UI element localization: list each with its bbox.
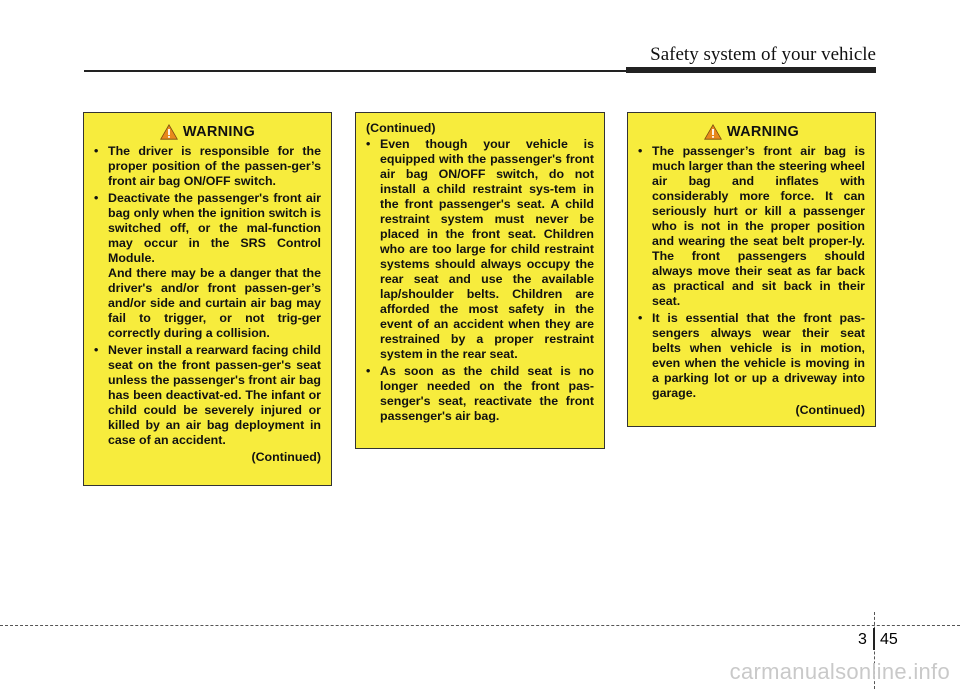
warning-heading: [638, 124, 865, 140]
continued-box-middle: [355, 112, 605, 449]
warning-triangle-icon: [160, 124, 178, 140]
continued-label: (Continued): [251, 450, 321, 464]
warning-box-left: [83, 112, 332, 486]
warning-heading-text: WARNING: [726, 123, 800, 140]
warning-list: [94, 144, 321, 448]
warning-list: [638, 144, 865, 401]
warning-box-right: [627, 112, 876, 427]
watermark[interactable]: carmanualsonline.info: [729, 659, 950, 684]
section-title: Safety system of your vehicle: [650, 44, 876, 65]
footer-rule: [0, 625, 960, 626]
list-item: • Even though your vehicle is equipped with the passenger's front air bag ON/OFF switch, do not install a child restraint sys-tem in the front passenger's seat. A child restraint system must never be placed in the front seat. Children who are too large for child restraint systems should always occupy the rear seat and use the available lap/shoulder belts. Children are afforded the most safety in the event of an accident when they are restrained by a proper restraint system in the rear seat.: [366, 137, 594, 362]
page-number-divider: [873, 628, 875, 650]
list-item: • Never install a rearward facing child seat on the front passen-ger's seat unless the passenger's front air bag has been deactivat-ed. The infant or child could be severely injured or killed by an air bag deployment in case of an accident.: [94, 343, 321, 448]
warning-heading-text: WARNING: [182, 123, 256, 140]
warning-list: [366, 137, 594, 424]
continued-label: (Continued): [795, 403, 865, 417]
chapter-number: 3: [858, 631, 867, 648]
warning-heading: [94, 124, 321, 140]
list-item: • Deactivate the passenger's front air bag only when the ignition switch is switched off, or the mal-function may occur in the SRS Control Module. And there may be a danger that the driver's and/or front passen-ger’s and/or side and curtain air bag may fail to trigger, or not trig-ger correctly during a collision.: [94, 191, 321, 341]
list-item: • The driver is responsible for the proper position of the passen-ger’s front air bag ON/OFF switch.: [94, 144, 321, 189]
list-item: • The passenger’s front air bag is much larger than the steering wheel air bag and inflates with considerably more force. It can seriously hurt or kill a passenger who is not in the proper position and wearing the seat belt proper-ly. The front passengers should always move their seat as far back as practical and sit back in their seat.: [638, 144, 865, 309]
list-item: • As soon as the child seat is no longer needed on the front pas-senger's seat, reactivate the front passenger's air bag.: [366, 364, 594, 424]
header-rule-accent: [626, 67, 876, 73]
warning-triangle-icon: [704, 124, 722, 140]
continued-heading: (Continued): [366, 121, 436, 135]
list-item: • It is essential that the front pas-sengers always wear their seat belts when vehicle is in motion, even when the vehicle is moving in a parking lot or up a driveway into garage.: [638, 311, 865, 401]
page-number: 45: [880, 631, 898, 648]
